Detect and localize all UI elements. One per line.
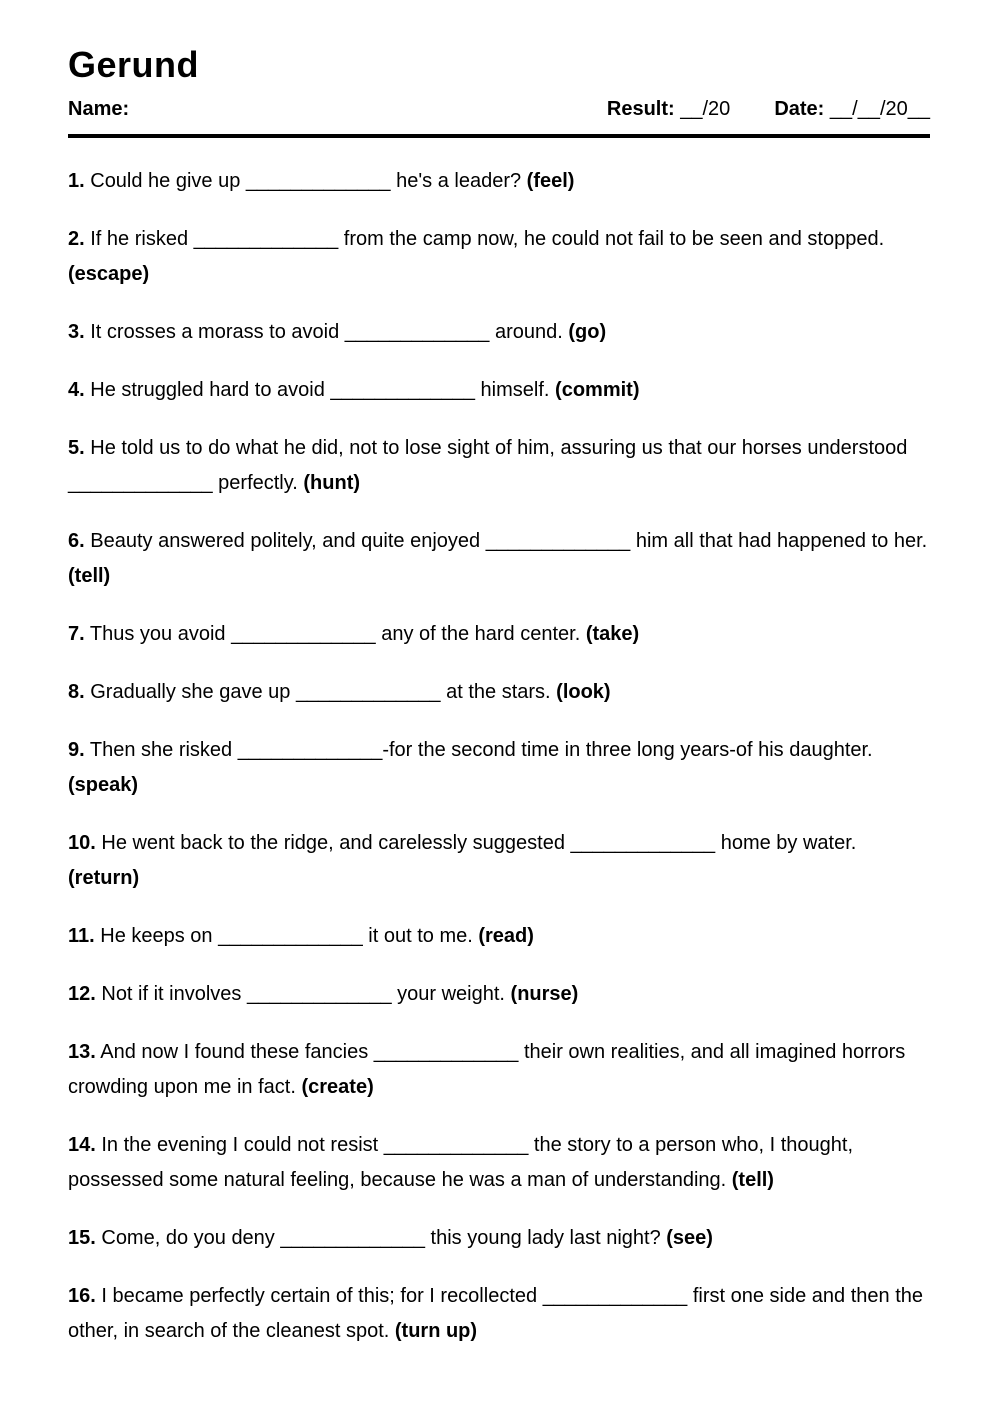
name-label: Name: bbox=[68, 98, 130, 120]
item-number: 13. bbox=[68, 1041, 96, 1063]
item-text-pre: Could he give up bbox=[84, 170, 246, 192]
item-text-post: at the stars. bbox=[440, 681, 557, 703]
result-date-group bbox=[607, 98, 930, 121]
item-verb-hint: (speak) bbox=[68, 774, 139, 796]
answer-blank[interactable]: _____________ bbox=[231, 623, 376, 645]
item-text-post: from the camp now, he could not fail to be seen and stopped. bbox=[338, 228, 885, 250]
item-text-post: first one side and then the other, in search of the cleanest spot. bbox=[68, 1285, 924, 1342]
name-result-date-row bbox=[68, 98, 930, 138]
item-text-post: himself. bbox=[475, 379, 556, 401]
item-number: 10. bbox=[68, 832, 96, 854]
item-number: 7. bbox=[68, 623, 85, 645]
item-text-pre: And now I found these fancies bbox=[95, 1041, 374, 1063]
date-blank: __/__/20__ bbox=[829, 98, 930, 120]
item-verb-hint: (take) bbox=[585, 623, 640, 645]
item-verb-hint: (create) bbox=[301, 1076, 374, 1098]
item-number: 9. bbox=[68, 739, 85, 761]
item-text-pre: Then she risked bbox=[84, 739, 238, 761]
item-number: 4. bbox=[68, 379, 85, 401]
item-verb-hint: (turn up) bbox=[394, 1320, 478, 1342]
item-number: 2. bbox=[68, 228, 85, 250]
item-text-pre: Come, do you deny bbox=[95, 1227, 281, 1249]
answer-blank[interactable]: _____________ bbox=[383, 1134, 529, 1156]
item-number: 16. bbox=[68, 1285, 96, 1307]
exercise-item bbox=[68, 1221, 930, 1256]
item-text-pre: He struggled hard to avoid bbox=[84, 379, 331, 401]
item-number: 3. bbox=[68, 321, 85, 343]
item-number: 1. bbox=[68, 170, 85, 192]
answer-blank[interactable]: _____________ bbox=[570, 832, 716, 854]
item-verb-hint: (read) bbox=[478, 925, 534, 947]
item-text-post: him all that had happened to her. bbox=[630, 530, 928, 552]
item-number: 5. bbox=[68, 437, 85, 459]
item-verb-hint: (return) bbox=[68, 867, 140, 889]
exercise-item bbox=[68, 431, 930, 501]
item-text-post: perfectly. bbox=[212, 472, 304, 494]
item-number: 6. bbox=[68, 530, 85, 552]
exercise-item bbox=[68, 1128, 930, 1198]
answer-blank[interactable]: _____________ bbox=[245, 170, 391, 192]
answer-blank[interactable]: _____________ bbox=[246, 983, 392, 1005]
item-text-post: their own realities, and all imagined horrors crowding upon me in fact. bbox=[68, 1041, 906, 1098]
answer-blank[interactable]: _____________ bbox=[542, 1285, 688, 1307]
item-verb-hint: (hunt) bbox=[303, 472, 361, 494]
exercise-item bbox=[68, 1035, 930, 1105]
item-number: 11. bbox=[68, 925, 95, 947]
item-verb-hint: (nurse) bbox=[510, 983, 579, 1005]
item-number: 14. bbox=[68, 1134, 96, 1156]
result-label: Result: bbox=[606, 98, 675, 120]
answer-blank[interactable]: _____________ bbox=[373, 1041, 519, 1063]
exercise-item bbox=[68, 617, 930, 652]
name-field bbox=[68, 98, 129, 121]
result-field bbox=[607, 98, 730, 121]
item-verb-hint: (see) bbox=[666, 1227, 713, 1249]
item-number: 15. bbox=[68, 1227, 96, 1249]
item-text-post: your weight. bbox=[391, 983, 511, 1005]
exercise-item bbox=[68, 164, 930, 199]
item-text-post: -for the second time in three long years-of his daughter. bbox=[382, 739, 873, 761]
item-text-post: home by water. bbox=[715, 832, 857, 854]
exercise-item bbox=[68, 733, 930, 803]
answer-blank[interactable]: _____________ bbox=[68, 472, 213, 494]
date-field bbox=[774, 98, 930, 121]
exercise-item bbox=[68, 524, 930, 594]
answer-blank[interactable]: _____________ bbox=[218, 925, 363, 947]
item-text-pre: He told us to do what he did, not to lose sight of him, assuring us that our horses understood bbox=[84, 437, 908, 459]
item-verb-hint: (look) bbox=[556, 681, 611, 703]
exercise-item bbox=[68, 826, 930, 896]
item-verb-hint: (tell) bbox=[68, 565, 111, 587]
item-text-pre: Not if it involves bbox=[95, 983, 247, 1005]
exercise-list bbox=[68, 164, 930, 1349]
exercise-item bbox=[68, 1279, 930, 1349]
answer-blank[interactable]: _____________ bbox=[193, 228, 339, 250]
item-verb-hint: (escape) bbox=[68, 263, 150, 285]
item-number: 8. bbox=[68, 681, 85, 703]
answer-blank[interactable]: _____________ bbox=[485, 530, 631, 552]
item-text-post: this young lady last night? bbox=[424, 1227, 667, 1249]
answer-blank[interactable]: _____________ bbox=[344, 321, 490, 343]
item-text-pre: He went back to the ridge, and carelessly suggested bbox=[95, 832, 571, 854]
answer-blank[interactable]: _____________ bbox=[280, 1227, 425, 1249]
item-text-post: the story to a person who, I thought, possessed some natural feeling, because he was a man of understanding. bbox=[68, 1134, 854, 1191]
item-text-pre: Thus you avoid bbox=[84, 623, 232, 645]
exercise-item bbox=[68, 373, 930, 408]
date-label: Date: bbox=[774, 98, 825, 120]
result-blank: __/20 bbox=[680, 98, 731, 120]
item-text-pre: It crosses a morass to avoid bbox=[84, 321, 345, 343]
item-text-pre: In the evening I could not resist bbox=[95, 1134, 384, 1156]
answer-blank[interactable]: _____________ bbox=[295, 681, 441, 703]
item-text-pre: Gradually she gave up bbox=[84, 681, 296, 703]
item-text-post: around. bbox=[489, 321, 569, 343]
item-verb-hint: (go) bbox=[568, 321, 607, 343]
item-text-pre: He keeps on bbox=[94, 925, 219, 947]
item-text-pre: If he risked bbox=[84, 228, 194, 250]
item-text-post: it out to me. bbox=[362, 925, 479, 947]
exercise-item bbox=[68, 315, 930, 350]
item-verb-hint: (tell) bbox=[731, 1169, 774, 1191]
item-verb-hint: (commit) bbox=[555, 379, 640, 401]
exercise-item bbox=[68, 675, 930, 710]
page-title: Gerund bbox=[68, 44, 200, 85]
exercise-item bbox=[68, 919, 930, 954]
answer-blank[interactable]: _____________ bbox=[330, 379, 475, 401]
exercise-item bbox=[68, 977, 930, 1012]
item-text-pre: Beauty answered politely, and quite enjoyed bbox=[84, 530, 486, 552]
item-number: 12. bbox=[68, 983, 96, 1005]
exercise-item bbox=[68, 222, 930, 292]
item-verb-hint: (feel) bbox=[526, 170, 575, 192]
answer-blank[interactable]: _____________ bbox=[237, 739, 383, 761]
item-text-post: he's a leader? bbox=[390, 170, 527, 192]
item-text-pre: I became perfectly certain of this; for I recollected bbox=[95, 1285, 543, 1307]
item-text-post: any of the hard center. bbox=[375, 623, 586, 645]
